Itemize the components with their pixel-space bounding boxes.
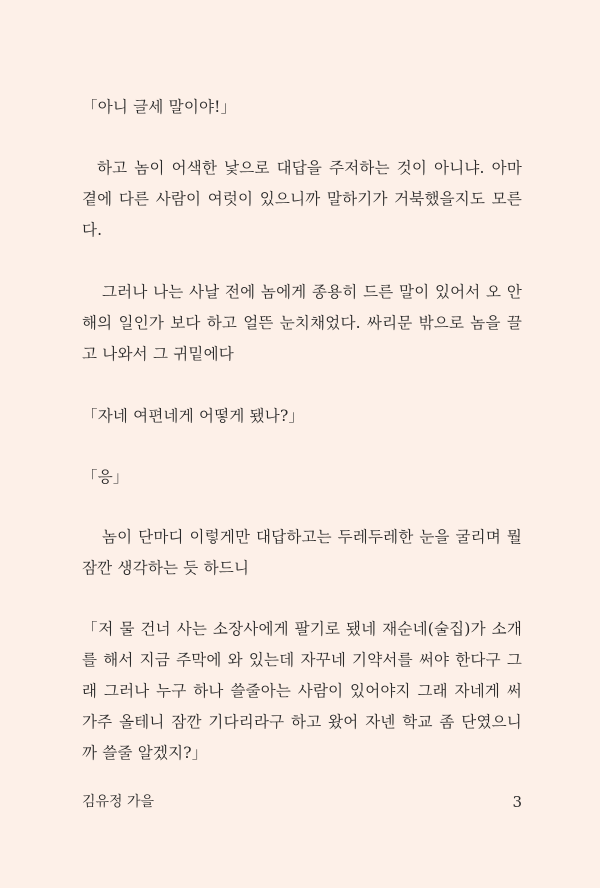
- footer-title: 김유정 가을: [82, 794, 155, 810]
- dialogue-paragraph: 「응」: [82, 468, 129, 486]
- narration-paragraph: 그러나 나는 사날 전에 놈에게 종용히 드른 말이 있어서 오 안해의 일인가 보다 하고 얼뜬 눈치채었다. 싸리문 밖으로 놈을 끌고 나와서 그 귀밑에다: [82, 283, 522, 363]
- page-number: 3: [512, 793, 522, 811]
- narration-paragraph: 놈이 단마디 이렇게만 대답하고는 두레두레한 눈을 굴리며 뭘 잠깐 생각하는 듯 하드니: [82, 528, 522, 577]
- dialogue-paragraph: 「저 물 건너 사는 소장사에게 팔기로 됐네 재순네(술집)가 소개를 해서 지금 주막에 와 있는데 자꾸네 기약서를 써야 한다구 그래 그러나 누구 하나 쓸줄아는 사람이 있어야지 그래 자네게 써 가주 올테니 잠깐 기다리라구 하고 왔어 자넨 학교 좀 단였으니까 쓸줄 알겠지?」: [82, 620, 522, 762]
- dialogue-paragraph: 「아니 글세 말이야!」: [82, 98, 237, 116]
- narration-paragraph: 하고 놈이 어색한 낯으로 대답을 주저하는 것이 아니냐. 아마 곁에 다른 사람이 여럿이 있으니까 말하기가 거북했을지도 모른다.: [82, 159, 522, 239]
- dialogue-paragraph: 「자네 여편네게 어떻게 됐나?」: [82, 407, 305, 425]
